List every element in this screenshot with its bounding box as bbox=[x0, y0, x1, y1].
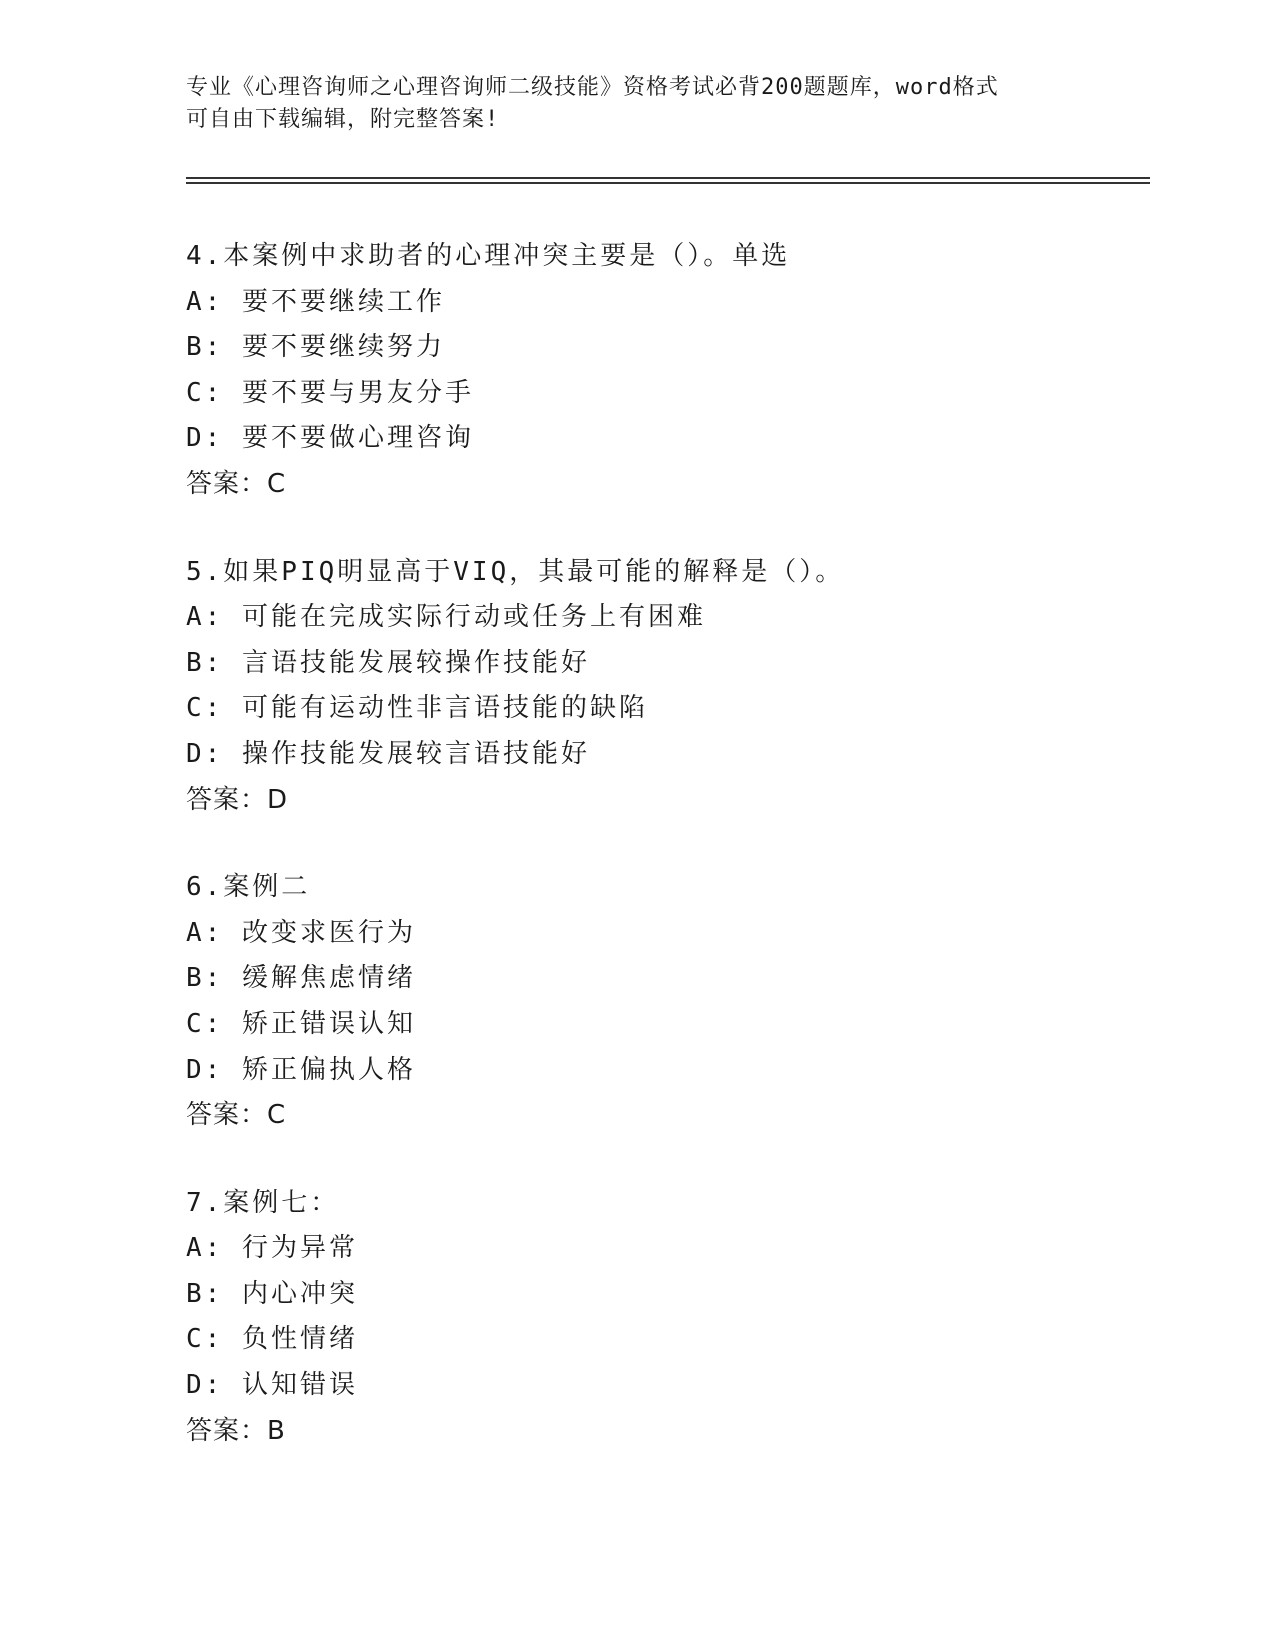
question-stem: 4.本案例中求助者的心理冲突主要是（）。单选 bbox=[186, 241, 791, 271]
question-7 bbox=[186, 1181, 1146, 1455]
header-divider-top bbox=[186, 177, 1150, 179]
option-b: B: 缓解焦虑情绪 bbox=[186, 963, 416, 994]
answer-text: 答案：C bbox=[186, 468, 287, 499]
option-c: C: 负性情绪 bbox=[186, 1324, 358, 1355]
option-a: A: 可能在完成实际行动或任务上有困难 bbox=[186, 602, 706, 633]
question-stem: 7.案例七： bbox=[186, 1187, 340, 1218]
option-d: D: 操作技能发展较言语技能好 bbox=[186, 738, 590, 769]
answer-text: 答案：D bbox=[186, 784, 289, 815]
question-stem: 6.案例二 bbox=[186, 872, 311, 903]
option-d: D: 要不要做心理咨询 bbox=[186, 423, 474, 454]
option-a: A: 行为异常 bbox=[186, 1233, 358, 1264]
question-5 bbox=[186, 550, 1146, 824]
option-d: D: 认知错误 bbox=[186, 1370, 358, 1401]
document-header bbox=[186, 72, 1066, 136]
option-a: A: 改变求医行为 bbox=[186, 917, 416, 948]
option-c: C: 要不要与男友分手 bbox=[186, 377, 474, 408]
option-a: A: 要不要继续工作 bbox=[186, 286, 445, 317]
header-line-1: 专业《心理咨询师之心理咨询师二级技能》资格考试必背200题题库，word格式 bbox=[186, 75, 999, 100]
option-b: B: 言语技能发展较操作技能好 bbox=[186, 647, 590, 678]
option-b: B: 要不要继续努力 bbox=[186, 332, 445, 363]
option-c: C: 可能有运动性非言语技能的缺陷 bbox=[186, 693, 648, 724]
question-list bbox=[186, 234, 1146, 1496]
question-6 bbox=[186, 865, 1146, 1139]
header-divider-bottom bbox=[186, 182, 1150, 184]
question-stem: 5.如果PIQ明显高于VIQ，其最可能的解释是（）。 bbox=[186, 556, 845, 587]
option-d: D: 矫正偏执人格 bbox=[186, 1054, 416, 1085]
option-b: B: 内心冲突 bbox=[186, 1278, 358, 1309]
answer-text: 答案：C bbox=[186, 1100, 287, 1131]
answer-text: 答案：B bbox=[186, 1415, 286, 1446]
header-line-2: 可自由下载编辑，附完整答案! bbox=[186, 107, 500, 132]
question-4 bbox=[186, 234, 1146, 508]
option-c: C: 矫正错误认知 bbox=[186, 1008, 416, 1039]
